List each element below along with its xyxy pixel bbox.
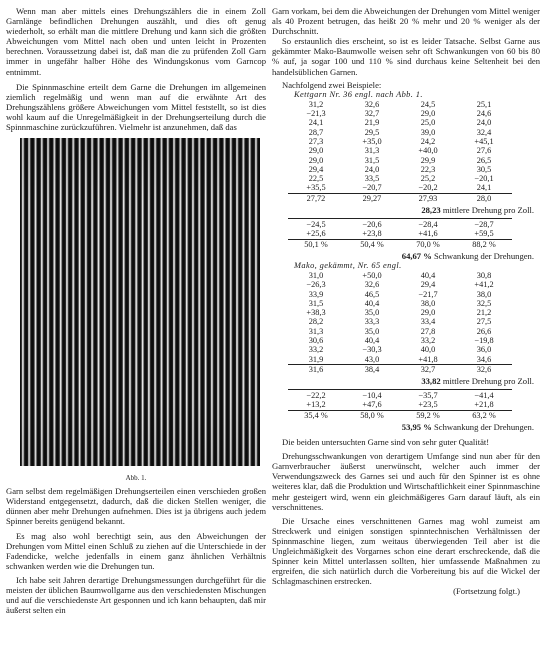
table-cell: 31,3 xyxy=(308,326,324,336)
table-cell: 40,4 xyxy=(364,335,380,345)
table-sum-cell: 29,27 xyxy=(344,193,400,203)
table-cell: 31,0 xyxy=(308,270,324,280)
table-cell: 27,5 xyxy=(476,317,492,327)
table-row xyxy=(288,174,512,183)
table-sum-row xyxy=(288,193,512,203)
table-cell: −20,1 xyxy=(474,174,494,184)
paragraph-cause: Die Ursache eines verschnittenen Garnes mag wohl zumeist am Streckwerk und einigen sonstigen spinntechnischen Verhältnissen der Spinnmaschine liegen, zum weitaus überwiegenden Teil aber ist die Ungleichmäßigkeit des Vorgarnes schon eine derart erschreckende, daß die Spinner kein Mittel unterlassen sollten, hier umfassende Maßnahmen zu ergreifen, die sich natürlich durch die Vorbereitung bis auf die Wickel der Schlagmaschinen erstrecken. xyxy=(272,515,540,587)
paragraph-deviation: Es mag also wohl berechtigt sein, aus den Abweichungen der Drehungen vom Mittel einen Schluß zu ziehen auf die Unterschiede in der Fadendicke, welche jedenfalls in einem ganz ähnlichen Verhältnis schwanken werden wie die Drehungen tun. xyxy=(6,530,266,571)
table-sum-cell: 35,4 % xyxy=(288,410,344,420)
table-cell: 35,0 xyxy=(364,308,380,318)
table1-mean xyxy=(272,205,540,215)
table-cell: 28,7 xyxy=(308,127,324,137)
table-row xyxy=(288,280,512,289)
table-sum-cell: 63,2 % xyxy=(456,410,512,420)
table-row xyxy=(288,229,512,239)
table1-heading: Kettgarn Nr. 36 engl. nach Abb. 1. xyxy=(294,89,423,99)
table-cell: 22,5 xyxy=(308,174,324,184)
table-cell: 35,0 xyxy=(364,326,380,336)
table-sum-cell: 28,0 xyxy=(456,193,512,203)
table2-result-value: 53,95 % xyxy=(401,422,432,433)
table-cell: +13,2 xyxy=(306,400,326,410)
table-cell: 32,7 xyxy=(364,109,380,119)
table-row xyxy=(288,183,512,193)
table-cell: 21,9 xyxy=(364,118,380,128)
table-cell: 34,6 xyxy=(476,354,492,364)
table-sum-row xyxy=(288,239,512,249)
table-cell: 24,1 xyxy=(476,183,492,193)
table-sum-cell: 32,7 xyxy=(400,364,456,374)
table-cell: 25,2 xyxy=(420,174,436,184)
paragraph-fluctuations: Drehungsschwankungen von derartigem Umfange sind nun aber für den Garnverbraucher äußerst unerwünscht, welcher auch immer der Verwendungszweck des Garnes sei und auch für den Spinner ist es ohne weiteres klar, daß die Produktion und Wirtschaftlichkeit einer Spinnmaschine mehr gesteigert wird, wenn ein gleichmäßigeres Garn darauf läuft, als ein verschnittenes. xyxy=(272,451,540,512)
table-cell: 31,9 xyxy=(308,354,324,364)
table-sum-cell: 70,0 % xyxy=(400,239,456,249)
paragraph-intro: Wenn man aber mittels eines Drehungszählers die in einem Zoll Garnlänge befindlichen Drehungen auszählt, und dies oft genug wiederholt, so erhält man die mittlere Drehung und kann sich die größten Abweichungen vom Mittel nach oben und unten leicht in Prozenten berechnen. Voraussetzung dabei ist, daß man die zu prüfenden Zoll Garn immer in ungefähr halber Höhe des Windungskonus vom Garncop entnimmt. xyxy=(6,6,266,77)
table-cell: 40,4 xyxy=(364,298,380,308)
table-cell: −10,4 xyxy=(362,391,382,401)
table-cell: 26,5 xyxy=(476,155,492,165)
table-row xyxy=(288,220,512,229)
table-row xyxy=(288,118,512,127)
table-sum-row xyxy=(288,364,512,374)
table-cell: 33,2 xyxy=(420,335,436,345)
table-cell: 33,3 xyxy=(364,317,380,327)
table-cell: 24,5 xyxy=(420,99,436,109)
table-cell: 24,0 xyxy=(476,118,492,128)
table1-mean-text: mittlere Drehung pro Zoll. xyxy=(442,205,534,216)
table1-twist-counts xyxy=(288,100,512,203)
table2-divider xyxy=(288,389,512,390)
table-cell: 24,6 xyxy=(476,109,492,119)
table-cell: −20,6 xyxy=(362,220,382,230)
table-cell: −41,4 xyxy=(474,391,494,401)
table-row xyxy=(288,400,512,410)
table-cell: 33,4 xyxy=(420,317,436,327)
table-cell: 31,2 xyxy=(308,99,324,109)
table-row xyxy=(288,137,512,146)
paragraph-quality: Die beiden untersuchten Garne sind von sehr guter Qualität! xyxy=(282,437,490,448)
left-column xyxy=(6,0,266,615)
table-row xyxy=(288,165,512,174)
table-cell: +25,6 xyxy=(306,229,326,239)
paragraph-spinning-machine: Die Spinnmaschine erteilt dem Garne die Drehungen im allgemeinen ziemlich regelmäßig und wenn man auf die erwähnte Art des Drehungszählens größere Abweichungen vom Mittel feststellt, so ist dies wohl kaum auf die Unregelmäßigkeit in der Drehungserteilung durch die Spinnmaschine zurückzuführen. Vielmehr ist anzunehmen, daß das xyxy=(6,81,266,133)
table-cell: 28,2 xyxy=(308,317,324,327)
table1-result-text: Schwankung der Drehungen. xyxy=(434,250,534,261)
table-row xyxy=(288,146,512,155)
table-cell: −35,7 xyxy=(418,391,438,401)
table-cell: 25,1 xyxy=(476,99,492,109)
table-cell: 32,6 xyxy=(364,280,380,290)
paragraph-continuation: Garn vorkam, bei dem die Abweichungen der Drehungen vom Mittel weniger als 40 Prozent betrugen, das heißt 20 % mehr und 20 % weniger als der Durchschnitt. xyxy=(272,6,540,37)
table-sum-cell: 32,6 xyxy=(456,364,512,374)
table2-result xyxy=(272,422,540,432)
table-row xyxy=(288,317,512,326)
table1-result xyxy=(272,251,540,261)
table2-mean-value: 33,82 xyxy=(421,376,441,387)
table1-divider xyxy=(288,218,512,219)
table-cell: 31,3 xyxy=(364,146,380,156)
table2-deviations xyxy=(288,391,512,420)
table-row xyxy=(288,156,512,165)
table-cell: −28,7 xyxy=(474,220,494,230)
table-row xyxy=(288,327,512,336)
table-cell: 25,0 xyxy=(420,118,436,128)
table-cell: 43,0 xyxy=(364,354,380,364)
table-cell: +40,0 xyxy=(418,146,438,156)
table-cell: 27,3 xyxy=(308,136,324,146)
table-cell: +35,5 xyxy=(306,183,326,193)
paragraph-measurements: Ich habe seit Jahren derartige Drehungsmessungen durchgeführt für die meisten der üblichen Baumwollgarne aus den verschiedensten Mischungen und auf die verschiedenste Art gesponnen und ich kann behaupten, daß mir äußerst selten ein xyxy=(6,574,266,616)
figure-caption: Abb. 1. xyxy=(125,474,147,483)
table2-result-text: Schwankung der Drehungen. xyxy=(434,422,534,433)
table2-mean xyxy=(272,376,540,386)
table-cell: 24,1 xyxy=(308,118,324,128)
table-cell: 29,0 xyxy=(420,308,436,318)
table-row xyxy=(288,128,512,137)
table-row xyxy=(288,308,512,317)
table-cell: −21,7 xyxy=(418,289,438,299)
table-cell: 40,4 xyxy=(420,270,436,280)
table-cell: 30,8 xyxy=(476,270,492,280)
table1-result-value: 64,67 % xyxy=(401,250,432,261)
table-cell: 31,5 xyxy=(308,298,324,308)
table-row xyxy=(288,355,512,365)
table-cell: 29,5 xyxy=(364,127,380,137)
table-cell: 33,5 xyxy=(364,174,380,184)
table-cell: 29,0 xyxy=(308,155,324,165)
table-cell: 33,9 xyxy=(308,289,324,299)
table1-deviations xyxy=(288,220,512,249)
table-cell: +21,8 xyxy=(474,400,494,410)
table-cell: 29,9 xyxy=(420,155,436,165)
table-cell: 46,5 xyxy=(364,289,380,299)
table-cell: 32,6 xyxy=(364,99,380,109)
table-cell: −24,5 xyxy=(306,220,326,230)
table-row xyxy=(288,345,512,354)
table2-twist-counts xyxy=(288,271,512,374)
table-cell: +47,6 xyxy=(362,400,382,410)
table-cell: −22,2 xyxy=(306,391,326,401)
table-sum-cell: 50,1 % xyxy=(288,239,344,249)
continuation-note: (Fortsetzung folgt.) xyxy=(453,586,520,597)
table-row xyxy=(288,271,512,280)
table-cell: +23,5 xyxy=(418,400,438,410)
table-row xyxy=(288,391,512,400)
table-cell: +41,2 xyxy=(474,280,494,290)
table-row xyxy=(288,100,512,109)
table-cell: +41,8 xyxy=(418,354,438,364)
table-cell: −26,3 xyxy=(306,280,326,290)
table-cell: 32,5 xyxy=(476,298,492,308)
table-cell: −30,3 xyxy=(362,345,382,355)
table-cell: +41,6 xyxy=(418,229,438,239)
yarn-photograph xyxy=(20,138,260,466)
table-cell: +50,0 xyxy=(362,270,382,280)
table-cell: 29,0 xyxy=(308,146,324,156)
table-sum-cell: 88,2 % xyxy=(456,239,512,249)
table-cell: +23,8 xyxy=(362,229,382,239)
table-cell: 40,0 xyxy=(420,345,436,355)
table1-mean-value: 28,23 xyxy=(421,205,441,216)
table-cell: 24,0 xyxy=(364,164,380,174)
table-sum-cell: 59,2 % xyxy=(400,410,456,420)
table-cell: 27,8 xyxy=(420,326,436,336)
table2-mean-text: mittlere Drehung pro Zoll. xyxy=(442,376,534,387)
table-sum-cell: 38,4 xyxy=(344,364,400,374)
table-cell: 38,0 xyxy=(476,289,492,299)
table-cell: 27,6 xyxy=(476,146,492,156)
table-cell: 30,6 xyxy=(308,335,324,345)
table-cell: 26,6 xyxy=(476,326,492,336)
table-cell: 29,4 xyxy=(420,280,436,290)
table-cell: 22,3 xyxy=(420,164,436,174)
table-cell: 36,0 xyxy=(476,345,492,355)
table-cell: +45,1 xyxy=(474,136,494,146)
table-cell: 29,0 xyxy=(420,109,436,119)
table-cell: 38,0 xyxy=(420,298,436,308)
table-row xyxy=(288,290,512,299)
table-cell: +38,3 xyxy=(306,308,326,318)
table-cell: 29,4 xyxy=(308,164,324,174)
table-sum-cell: 58,0 % xyxy=(344,410,400,420)
paragraph-resistance: Garn selbst dem regelmäßigen Drehungserteilen einen verschieden großen Widerstand entgegensetzt, dadurch, daß die dicken Stellen weniger, die dünnen aber mehr Drehungen aufnehmen. Dies ist ja übrigens auch jedem Spinner bereits genügend bekannt. xyxy=(6,486,266,527)
table-sum-cell: 27,72 xyxy=(288,193,344,203)
paragraph-astonishing: So erstaunlich dies erscheint, so ist es leider Tatsache. Selbst Garne aus gekämmter Mako-Baumwolle weisen sehr oft Schwankungen von 60 bis 80 % auf, ja sogar 100 und 110 % sind durchaus keine Seltenheit bei den handelsüblichen Garnen. xyxy=(272,36,540,77)
table2-heading: Mako, gekämmt, Nr. 65 engl. xyxy=(294,260,402,270)
table-cell: 39,0 xyxy=(420,127,436,137)
table-cell: −20,2 xyxy=(418,183,438,193)
table-row xyxy=(288,299,512,308)
table-sum-cell: 50,4 % xyxy=(344,239,400,249)
table-sum-cell: 31,6 xyxy=(288,364,344,374)
table-cell: −20,7 xyxy=(362,183,382,193)
table-sum-cell: 27,93 xyxy=(400,193,456,203)
table-cell: 24,2 xyxy=(420,136,436,146)
table-cell: 30,5 xyxy=(476,164,492,174)
paragraph-examples-intro: Nachfolgend zwei Beispiele: xyxy=(282,79,382,90)
table-cell: 31,5 xyxy=(364,155,380,165)
table-cell: −19,8 xyxy=(474,335,494,345)
table-cell: −28,4 xyxy=(418,220,438,230)
table-cell: −21,3 xyxy=(306,109,326,119)
table-cell: +35,0 xyxy=(362,136,382,146)
table-cell: 32,4 xyxy=(476,127,492,137)
table-cell: 33,2 xyxy=(308,345,324,355)
table-sum-row xyxy=(288,410,512,420)
table-cell: +59,5 xyxy=(474,229,494,239)
table-row xyxy=(288,109,512,118)
right-column xyxy=(272,0,540,596)
table-cell: 21,2 xyxy=(476,308,492,318)
table-row xyxy=(288,336,512,345)
